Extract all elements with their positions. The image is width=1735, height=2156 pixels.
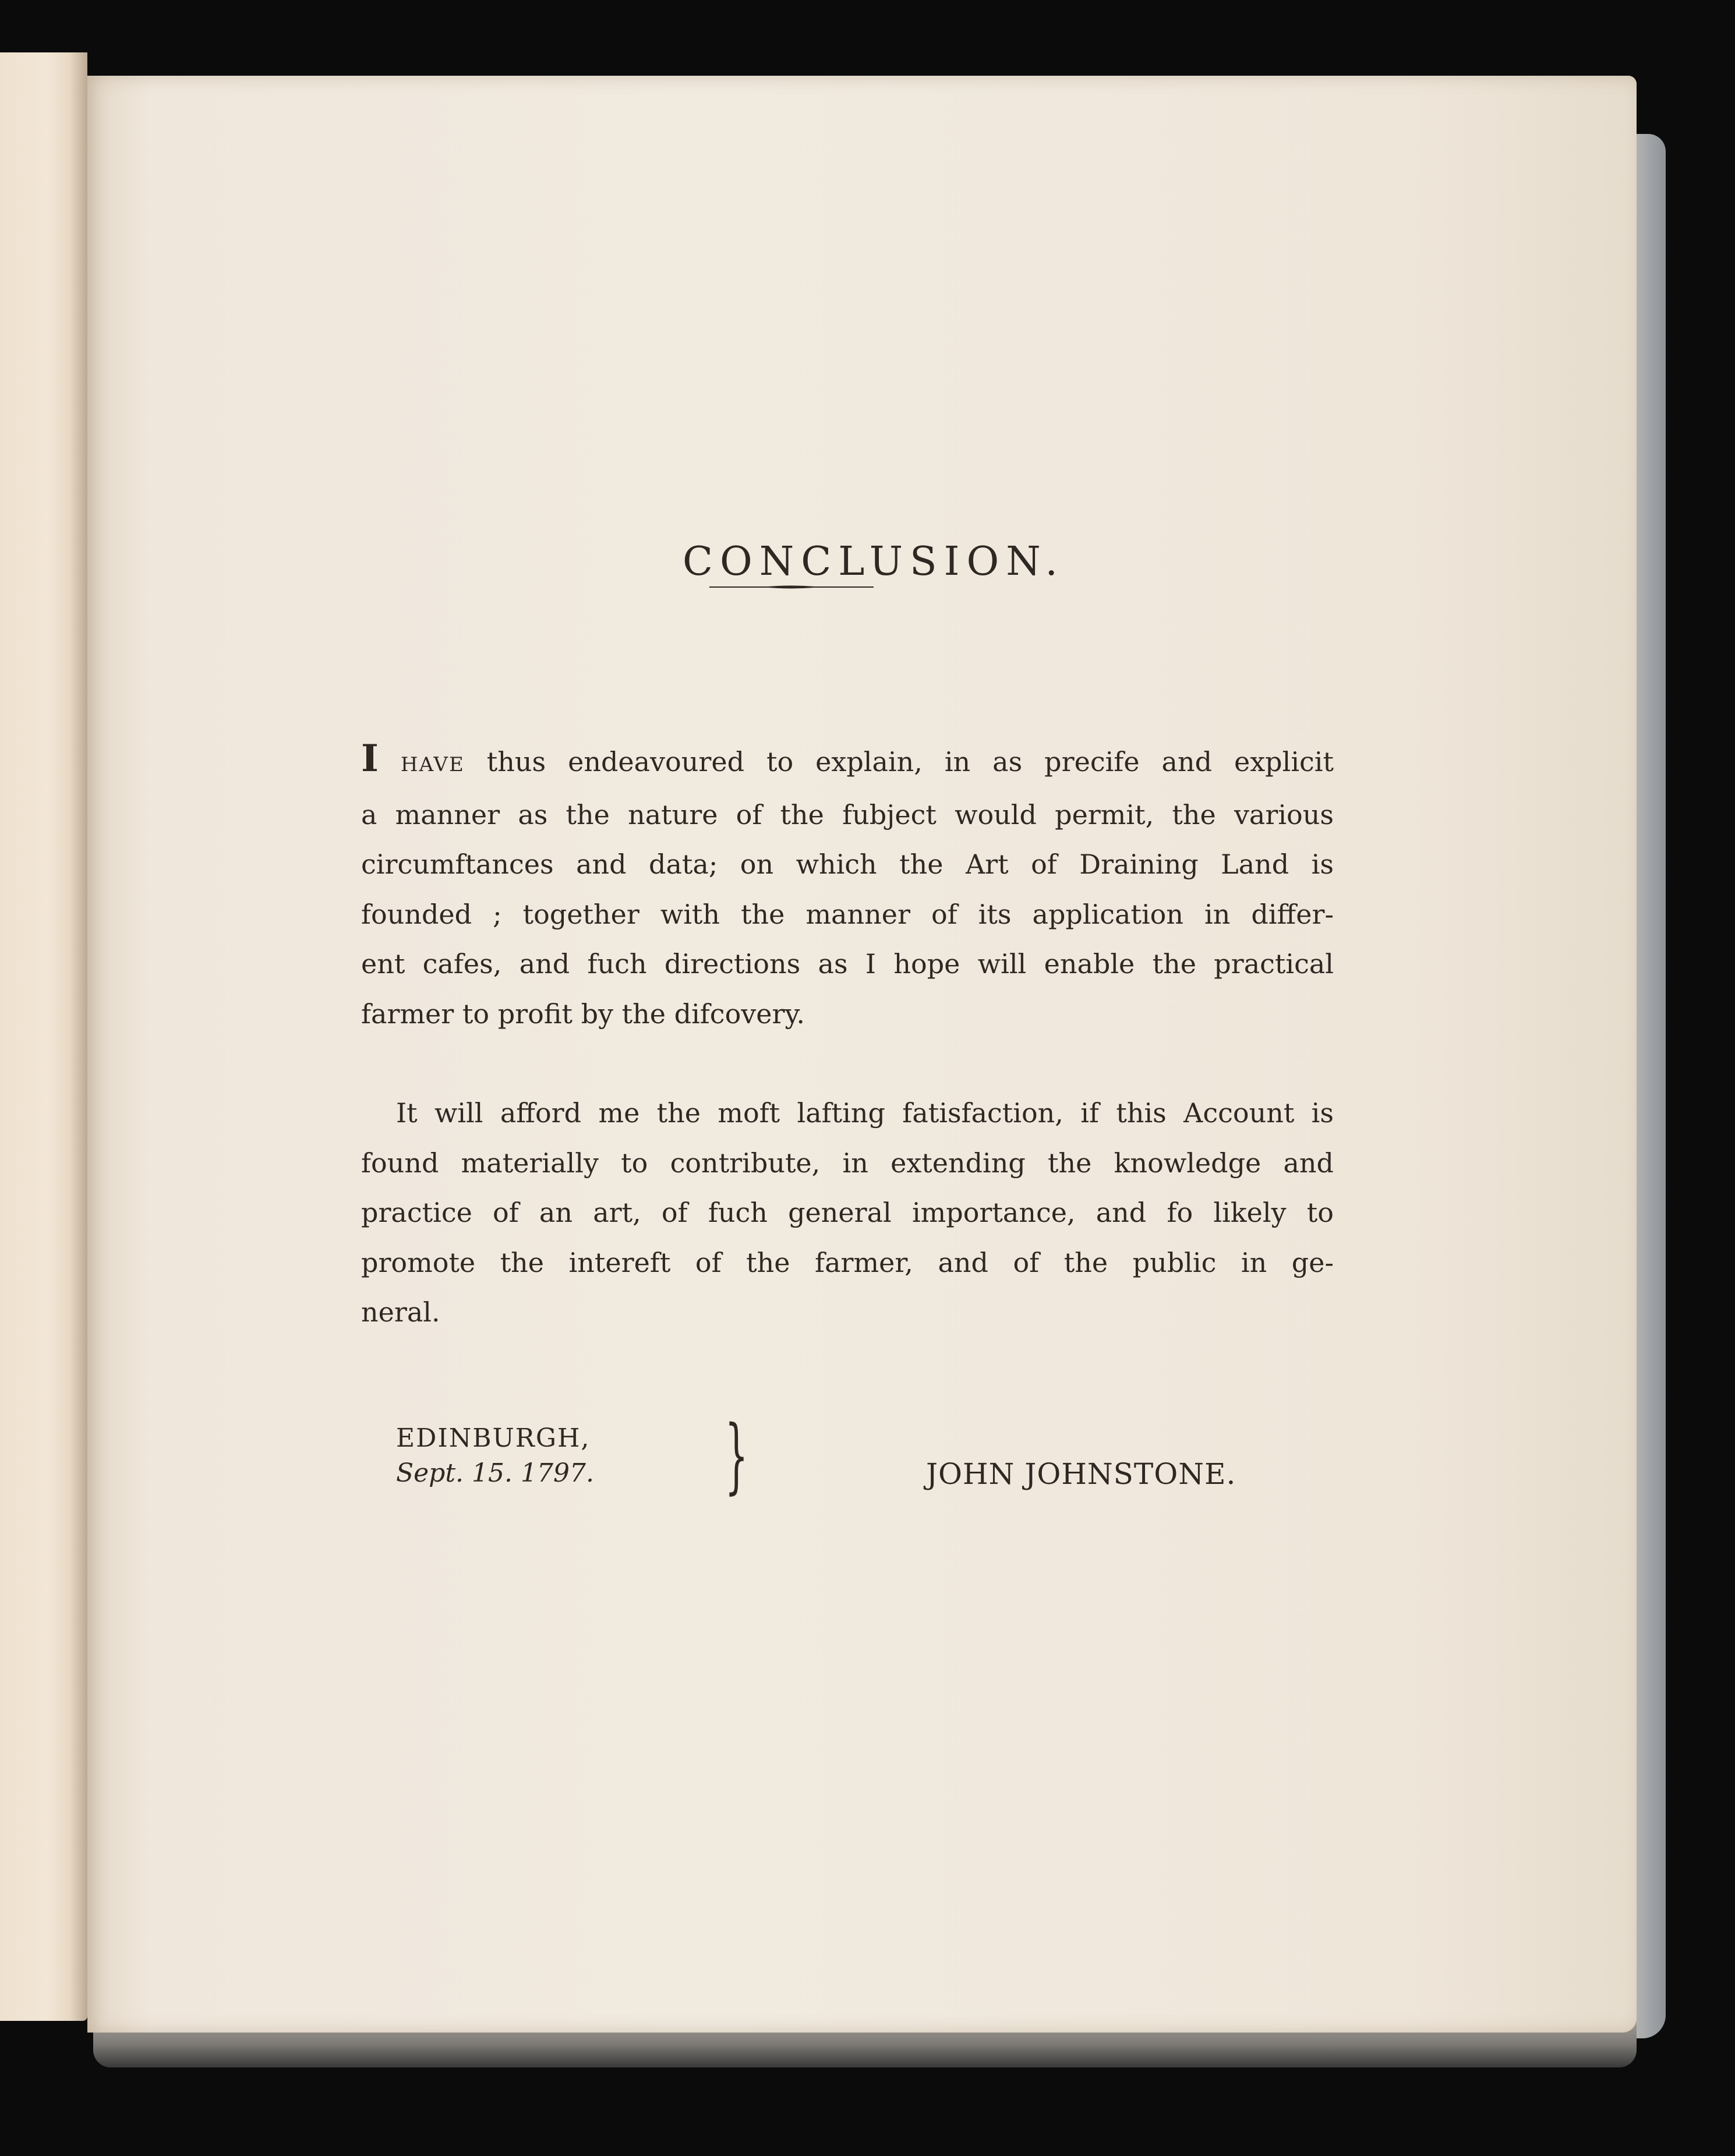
paragraph-2-line: practice of an art, of fuch general importance, and fo likely to bbox=[361, 1197, 1334, 1228]
small-caps-word: HAVE bbox=[400, 753, 465, 776]
title-rule bbox=[709, 584, 874, 590]
page-content bbox=[87, 76, 1637, 2033]
paragraph-1-line-1 bbox=[361, 734, 1334, 790]
paragraph-2-line: promote the intereft of the farmer, and of the public in ge- bbox=[361, 1246, 1334, 1278]
paragraph-1-line: farmer to profit by the difcovery. bbox=[361, 998, 805, 1030]
paragraph-1-line: a manner as the nature of the fubject would permit, the various bbox=[361, 798, 1334, 830]
paragraph-2-line: It will afford me the moft lafting fatisfaction, if this Account is bbox=[396, 1097, 1334, 1129]
book-page bbox=[87, 76, 1637, 2033]
paragraph-1-line: circumftances and data; on which the Art of Draining Land is bbox=[361, 849, 1334, 880]
author-signature: JOHN JOHNSTONE. bbox=[926, 1457, 1236, 1491]
drop-cap: I bbox=[361, 737, 379, 780]
paragraph-1-line: ent cafes, and fuch directions as I hope will enable the practical bbox=[361, 948, 1334, 980]
page-title: CONCLUSION. bbox=[682, 539, 1065, 585]
left-page-edge bbox=[0, 52, 87, 2021]
paragraph-1-line-1-text: thus endeavoured to explain, in as precife and explicit bbox=[486, 746, 1334, 777]
body-text bbox=[361, 734, 1334, 1338]
paragraph-2-line: neral. bbox=[361, 1296, 440, 1328]
date-line: Sept. 15. 1797. bbox=[396, 1458, 594, 1488]
paragraph-gap bbox=[361, 1039, 1334, 1088]
brace-mark: } bbox=[725, 1408, 748, 1503]
paragraph-2-line: found materially to contribute, in extending the knowledge and bbox=[361, 1147, 1334, 1179]
paragraph-1-line: founded ; together with the manner of its application in differ- bbox=[361, 898, 1334, 930]
place-name: EDINBURGH, bbox=[396, 1423, 591, 1453]
place-and-date bbox=[396, 1421, 594, 1491]
